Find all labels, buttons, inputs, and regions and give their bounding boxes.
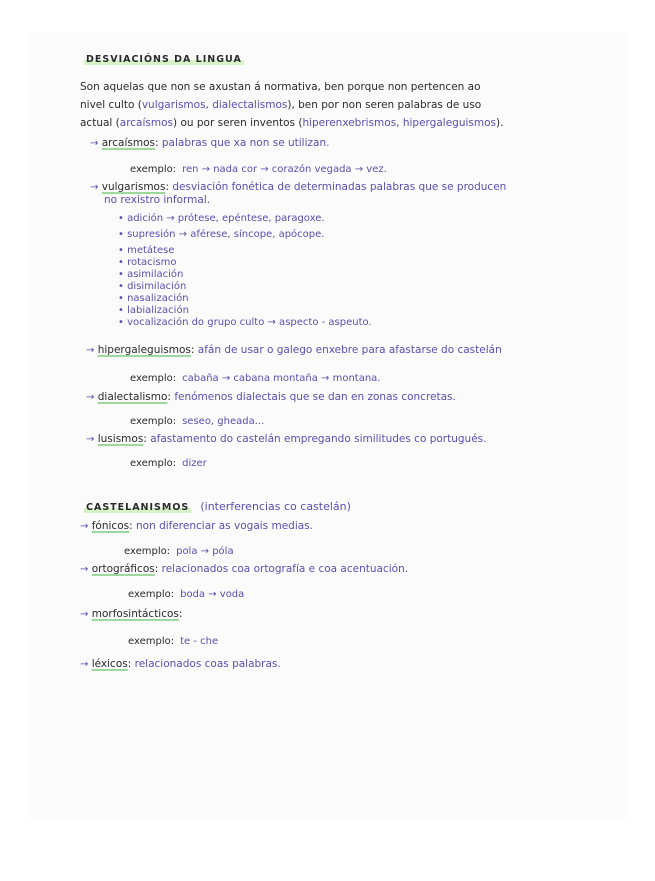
- bullet-item: • nasalización: [118, 293, 189, 304]
- vulgarismos-desc-2: no rexistro informal.: [104, 194, 211, 206]
- colon: :: [167, 391, 171, 403]
- morfosintacticos-example-text: te - che: [180, 636, 219, 647]
- intro-line-3b: arcaísmos: [119, 117, 174, 129]
- hipergaleguismos-label: hipergaleguismos: [97, 344, 191, 356]
- colon: :: [143, 433, 147, 445]
- intro-line-2c: ), ben por non seren palabras de uso: [287, 99, 482, 111]
- arcaismos-example-text: ren → nada cor → corazón vegada → vez.: [182, 164, 387, 175]
- bullet-item: • asimilación: [118, 269, 184, 280]
- intro-line-2: [80, 96, 503, 114]
- ortograficos-label: ortográficos: [91, 563, 155, 575]
- dialectalismo-example: [130, 409, 264, 428]
- example-label: exemplo:: [130, 373, 177, 384]
- ortograficos-example: [128, 582, 244, 601]
- arrow-icon: →: [80, 521, 89, 532]
- arrow-icon: →: [90, 138, 99, 149]
- arrow-icon: →: [80, 659, 89, 670]
- fonicos-example: [124, 539, 234, 558]
- arrow-icon: →: [86, 392, 95, 403]
- ortograficos-desc: relacionados coa ortografía e coa acentuación.: [161, 563, 409, 575]
- hipergaleguismos-desc: afán de usar o galego enxebre para afastarse do castelán: [197, 344, 502, 356]
- intro-line-2a: nivel culto (: [80, 99, 142, 111]
- section-title-castelanismos: CASTELANISMOS: [86, 502, 190, 513]
- dialectalismo-desc: fenómenos dialectais que se dan en zonas concretas.: [174, 391, 456, 403]
- vulgarismos-row: [90, 181, 506, 193]
- notebook-page: [30, 33, 626, 817]
- intro-line-3e: ).: [496, 117, 504, 129]
- colon: :: [154, 563, 159, 575]
- lusismos-label: lusismos: [97, 433, 144, 445]
- morfosintacticos-example: [128, 629, 218, 648]
- bullet-item: • supresión → aférese, síncope, apócope.: [118, 229, 325, 240]
- dialectalismo-label: dialectalismo: [97, 391, 168, 403]
- hipergaleguismos-example-text: cabaña → cabana montaña → montana.: [182, 373, 381, 384]
- hipergaleguismos-example: [130, 366, 380, 385]
- example-label: exemplo:: [124, 546, 171, 557]
- morfosintacticos-row: [80, 608, 182, 620]
- example-label: exemplo:: [130, 416, 177, 427]
- colon: :: [165, 181, 169, 193]
- arrow-icon: →: [80, 564, 89, 575]
- arrow-icon: →: [80, 609, 89, 620]
- lexicos-label: léxicos: [91, 658, 128, 670]
- ortograficos-row: [80, 563, 408, 575]
- lusismos-example-text: dizer: [182, 458, 207, 469]
- vulgarismos-label: vulgarismos: [101, 181, 166, 193]
- vulgarismos-bullet-list: [118, 213, 372, 329]
- colon: :: [190, 344, 195, 356]
- arrow-icon: →: [86, 345, 95, 356]
- intro-line-3c: ) ou por seren inventos (: [173, 117, 303, 129]
- vulgarismos-desc-1: desviación fonética de determinadas palabras que se producen: [172, 181, 507, 193]
- dialectalismo-example-text: seseo, gheada...: [182, 416, 265, 427]
- colon: :: [154, 137, 159, 149]
- hipergaleguismos-row: [86, 344, 502, 356]
- colon: :: [129, 520, 133, 532]
- intro-line-3: [80, 114, 503, 132]
- bullet-item: • rotacismo: [118, 257, 177, 268]
- bullet-item: • adición → prótese, epéntese, paragoxe.: [118, 213, 325, 224]
- example-label: exemplo:: [128, 636, 175, 647]
- colon: :: [178, 608, 183, 620]
- example-label: exemplo:: [130, 458, 177, 469]
- section-title-desviacions: DESVIACIÓNS DA LINGUA: [86, 54, 242, 65]
- example-label: exemplo:: [130, 164, 177, 175]
- example-label: exemplo:: [128, 589, 175, 600]
- intro-line-3d: hiperenxebrismos, hipergaleguismos: [302, 117, 496, 129]
- arcaismos-row: [90, 137, 329, 149]
- fonicos-row: [80, 520, 313, 532]
- arcaismos-desc: palabras que xa non se utilizan.: [161, 137, 330, 149]
- castelanismos-heading: [84, 495, 351, 514]
- intro-line-1: Son aquelas que non se axustan á normativa, ben porque non pertencen ao: [80, 81, 481, 93]
- colon: :: [127, 658, 132, 670]
- lusismos-desc: afastamento do castelán empregando similitudes co portugués.: [150, 433, 487, 445]
- bullet-item: • vocalización do grupo culto → aspecto - aspeuto.: [118, 317, 372, 328]
- morfosintacticos-label: morfosintácticos: [91, 608, 179, 620]
- bullet-item: • metátese: [118, 245, 175, 256]
- lexicos-desc: relacionados coas palabras.: [134, 658, 281, 670]
- lexicos-row: [80, 658, 281, 670]
- intro-line-2b: vulgarismos, dialectalismos: [141, 99, 288, 111]
- lusismos-example: [130, 451, 207, 470]
- dialectalismo-row: [86, 391, 456, 403]
- arcaismos-label: arcaísmos: [101, 137, 155, 149]
- intro-paragraph: [80, 78, 503, 132]
- fonicos-example-text: pola → póla: [176, 546, 234, 557]
- fonicos-desc: non diferenciar as vogais medias.: [136, 520, 314, 532]
- intro-line-3a: actual (: [80, 117, 120, 129]
- arcaismos-example: [130, 157, 387, 176]
- arrow-icon: →: [86, 434, 95, 445]
- arrow-icon: →: [90, 182, 99, 193]
- bullet-item: • disimilación: [118, 281, 187, 292]
- bullet-item: • labialización: [118, 305, 189, 316]
- castelanismos-subtitle: (interferencias co castelán): [200, 500, 351, 513]
- fonicos-label: fónicos: [91, 520, 130, 532]
- ortograficos-example-text: boda → voda: [180, 589, 245, 600]
- lusismos-row: [86, 433, 486, 445]
